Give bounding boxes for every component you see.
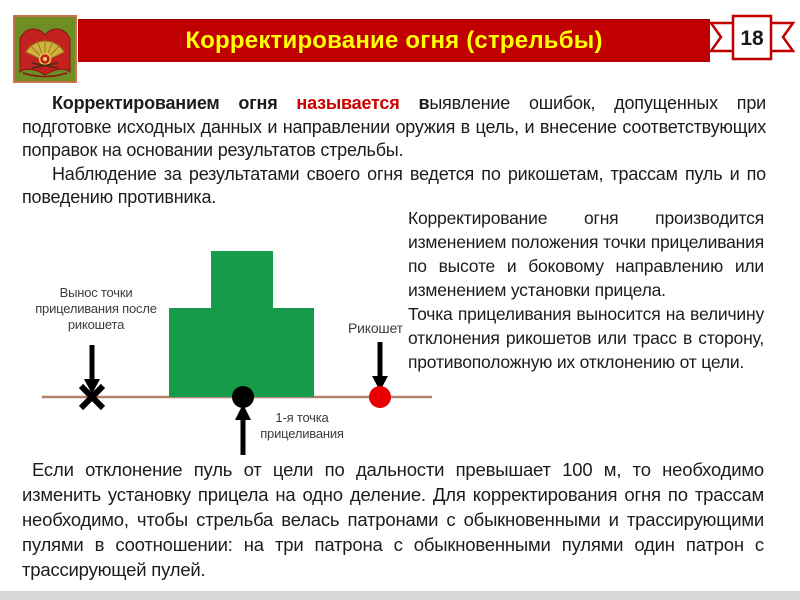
ricochet-dot [369,386,391,408]
offset-label-line3: рикошета [67,317,125,332]
ricochet-label: Рикошет [348,320,403,336]
aim-up-arrow [235,404,251,455]
intro-red-term: называется [296,93,419,113]
offset-label-line2: прицеливания после [35,301,157,316]
side-paragraph-2: Точка прицеливания выносится на величину отклонения рикошетов или трасс в сторону, противоположную их отклонению от цели. [408,304,764,372]
aim-label-line1: 1-я точка [275,410,329,425]
aim-label-line2: прицеливания [260,426,344,441]
side-text-block [408,206,764,374]
military-emblem-logo [13,15,77,83]
first-aim-point-label [250,410,354,442]
intro-bold-v: в [418,93,430,113]
intro-bold-lead: Корректированием огня [52,93,297,113]
intro-paragraph-2: Наблюдение за результатами своего огня ведется по рикошетам, трассам пуль и по поведению противника. [22,163,766,207]
page-title: Корректирование огня (стрельбы) [185,26,603,54]
diagram-canvas [0,230,450,480]
fire-correction-diagram [0,230,450,480]
emblem-icon [13,15,77,83]
ribbon-icon [708,13,796,67]
page-number-badge [708,13,796,67]
intro-paragraph-1 [22,92,766,163]
offset-label [26,285,166,333]
offset-label-line1: Вынос точки [59,285,133,300]
offset-down-arrow [84,345,100,394]
intro-text-block [22,92,766,210]
ricochet-down-arrow [372,342,388,391]
target-silhouette [169,251,314,397]
header-bar [78,19,710,62]
side-paragraph-1: Корректирование огня производится изменением положения точки прицеливания по высоте и боковому направлению или изменением установки прицела. [408,208,764,300]
slide-bottom-strip [0,591,800,600]
intro-paragraph-1-rest: ыявление ошибок, допущенных при подготовке исходных данных и направлении оружия в цель, и внесение соответствующих поправок на основании результатов стрельбы. [22,93,766,160]
bottom-text-block: Если отклонение пуль от цели по дальности превышает 100 м, то необходимо изменить установку прицела на одно деление. Для корректирования огня по трассам необходимо, чтобы стрельба велась патронами с обыкновенными и трассирующими пулями в соотношении: на три патрона с обыкновенными пулями один патрон с трассирующей пулей. [22,459,764,580]
page-number: 18 [740,27,764,50]
